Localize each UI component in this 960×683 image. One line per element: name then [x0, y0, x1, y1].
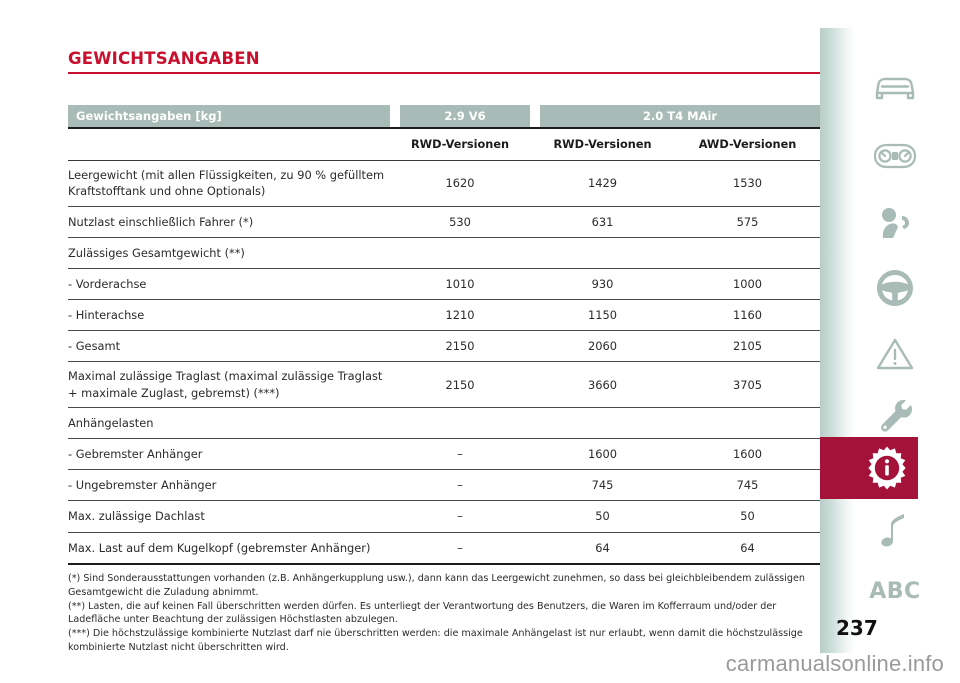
page-title: GEWICHTSANGABEN [68, 49, 260, 68]
table-row [68, 407, 820, 438]
band-cell-label [68, 105, 390, 127]
band-cell-engine-2 [530, 105, 820, 127]
row-label: Zulässiges Gesamtgewicht (**) [68, 237, 390, 268]
band-engine-2: 2.0 T4 MAir [540, 105, 820, 127]
footnote: (*) Sind Sonderausstattungen vorhanden (z.B. Anhängerkupplung usw.), dann kann das Leergewicht zunehmen, so dass bei gleichbleibendem zulässigen Gesamtgewicht die Zuladung abnimmt. [68, 572, 805, 598]
row-value-3: 745 [675, 470, 820, 501]
row-value-3: 1600 [675, 439, 820, 470]
row-value-3 [675, 407, 820, 438]
info-gear-icon[interactable] [820, 437, 918, 499]
subheader-col-1: RWD-Versionen [390, 129, 530, 161]
subheader-col-2: RWD-Versionen [530, 129, 675, 161]
music-note-icon[interactable] [864, 505, 926, 557]
row-label: Max. zulässige Dachlast [68, 501, 390, 532]
row-value-3: 64 [675, 532, 820, 564]
table-subheader-row [68, 129, 820, 161]
chapter-sidebar [820, 0, 960, 683]
row-value-1: 1210 [390, 300, 530, 331]
car-front-icon[interactable] [864, 62, 926, 114]
row-value-1: – [390, 501, 530, 532]
row-label: - Gebremster Anhänger [68, 439, 390, 470]
table-row [68, 439, 820, 470]
row-value-2: 50 [530, 501, 675, 532]
content-area [68, 50, 820, 655]
row-label: - Hinterachse [68, 300, 390, 331]
table-row [68, 237, 820, 268]
row-label: - Gesamt [68, 331, 390, 362]
row-label: Nutzlast einschließlich Fahrer (*) [68, 206, 390, 237]
row-value-3: 1000 [675, 268, 820, 299]
row-value-1 [390, 237, 530, 268]
footnotes-block [68, 572, 820, 655]
table-band-row [68, 105, 820, 127]
table-row [68, 206, 820, 237]
abc-index-label: ABC [869, 578, 921, 604]
row-value-1: – [390, 532, 530, 564]
row-value-1: – [390, 439, 530, 470]
row-label: Leergewicht (mit allen Flüssigkeiten, zu 90 % gefülltem Kraftstofftank und ohne Optionals) [68, 161, 390, 206]
row-value-3: 1530 [675, 161, 820, 206]
row-value-2: 2060 [530, 331, 675, 362]
row-value-2 [530, 237, 675, 268]
table-row [68, 362, 820, 407]
row-value-1 [390, 407, 530, 438]
footnote: (***) Die höchstzulässige kombinierte Nutzlast darf nie überschritten werden: die maximale Anhängelast ist nur erlaubt, wenn damit die höchstzulässige kombinierte Nutzlast nicht überschritten wird. [68, 628, 803, 654]
row-value-1: 1620 [390, 161, 530, 206]
band-label: Gewichtsangaben [kg] [68, 105, 390, 127]
table-row [68, 470, 820, 501]
row-value-2: 745 [530, 470, 675, 501]
row-value-1: 530 [390, 206, 530, 237]
row-label: - Vorderachse [68, 268, 390, 299]
band-engine-1: 2.9 V6 [400, 105, 530, 127]
row-value-2: 3660 [530, 362, 675, 407]
table-row [68, 268, 820, 299]
warning-triangle-icon[interactable] [864, 328, 926, 380]
band-cell-engine-1 [390, 105, 530, 127]
row-value-3: 2105 [675, 331, 820, 362]
row-value-2: 1429 [530, 161, 675, 206]
row-label: Anhängelasten [68, 407, 390, 438]
row-value-1: 1010 [390, 268, 530, 299]
row-value-2: 930 [530, 268, 675, 299]
row-value-1: – [390, 470, 530, 501]
table-row [68, 300, 820, 331]
row-label: Maximal zulässige Traglast (maximal zulässige Traglast + maximale Zuglast, gebremst) (***) [68, 362, 390, 407]
row-value-2: 631 [530, 206, 675, 237]
row-value-2: 1600 [530, 439, 675, 470]
row-value-3: 50 [675, 501, 820, 532]
abc-index-icon[interactable] [864, 565, 926, 617]
row-value-3: 3705 [675, 362, 820, 407]
subheader-label [68, 129, 390, 161]
subheader-col-3: AWD-Versionen [675, 129, 820, 161]
table-row [68, 532, 820, 564]
row-value-1: 2150 [390, 362, 530, 407]
site-watermark: carmanualsonline.info [725, 651, 944, 676]
table-row [68, 501, 820, 532]
row-value-2: 1150 [530, 300, 675, 331]
steering-wheel-icon[interactable] [864, 262, 926, 314]
page-number: 237 [836, 616, 878, 640]
title-underline [68, 72, 820, 74]
airbag-safety-icon[interactable] [864, 198, 926, 250]
row-label: Max. Last auf dem Kugelkopf (gebremster Anhänger) [68, 532, 390, 564]
row-label: - Ungebremster Anhänger [68, 470, 390, 501]
row-value-2 [530, 407, 675, 438]
row-value-3 [675, 237, 820, 268]
row-value-3: 575 [675, 206, 820, 237]
row-value-2: 64 [530, 532, 675, 564]
row-value-3: 1160 [675, 300, 820, 331]
row-value-1: 2150 [390, 331, 530, 362]
footnote: (**) Lasten, die auf keinen Fall überschritten werden dürfen. Es unterliegt der Verantwortung des Benutzers, die Waren im Kofferraum und/oder der Ladefläche unter Beachtung der zulässigen Höchstlasten abzulegen. [68, 600, 777, 626]
dashboard-gauges-icon[interactable] [864, 130, 926, 182]
wrench-icon[interactable] [864, 390, 926, 442]
table-row [68, 331, 820, 362]
table-row [68, 161, 820, 206]
weights-spec-table [68, 105, 820, 565]
sidebar-gradient-strip [820, 28, 854, 653]
